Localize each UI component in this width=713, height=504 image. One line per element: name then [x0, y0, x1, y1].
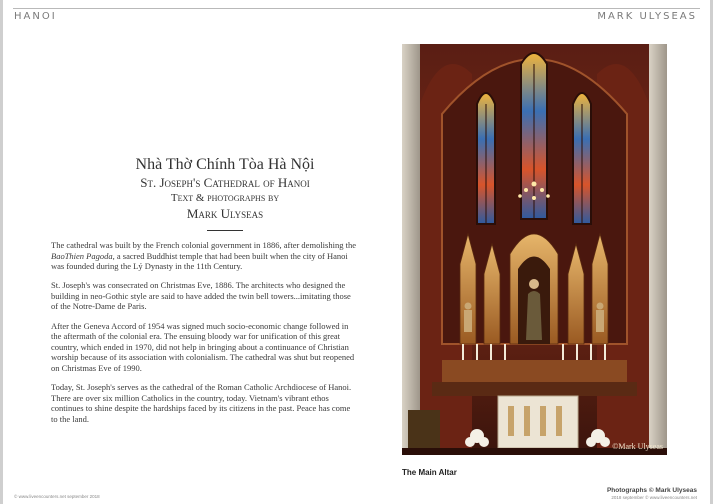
- altar-illustration: [402, 44, 667, 455]
- paragraph-3: After the Geneva Accord of 1954 was signed much socio-economic change followed in the aftermath of the colonial era. The ensuing bloody war for unification of this great country, which ended in 1970, did not help in bringing about a continuance of Christian worship because of its association with colonialism. The cathedral was shut but reopened on Christmas Eve of 1990.: [51, 320, 355, 373]
- paragraph-1-text-b: , a sacred Buddhist temple that had been built when the city of Hanoi was founded during the Lý Dynasty in the 11th Century.: [51, 250, 348, 272]
- header-rule: [13, 8, 700, 9]
- header-section-title: HANOI: [14, 11, 57, 22]
- paragraph-2: St. Joseph's was consecrated on Christmas Eve, 1886. The architects who designed the building in neo-Gothic style are said to have added the twin bell towers...imitating those of the Notre-Dame de Paris.: [51, 280, 351, 312]
- article-body: [51, 240, 359, 433]
- footer-copyright-left: © www.liveencounters.net september 2018: [14, 494, 100, 499]
- photo-watermark: ©Mark Ulyseas: [612, 442, 663, 451]
- photo-caption: The Main Altar: [402, 468, 457, 477]
- paragraph-1-emphasis: BaoThien Pagoda: [51, 250, 113, 261]
- header-author-name: MARK ULYSEAS: [597, 11, 697, 22]
- footer-photo-credit: Photographs © Mark Ulyseas: [606, 487, 697, 494]
- page-edge-left: [0, 0, 3, 504]
- footer-copyright-right: 2018 september © www.liveencounters.net: [611, 495, 697, 500]
- left-pillar: [402, 44, 420, 455]
- title-author: Mark Ulyseas: [186, 206, 264, 221]
- title-english: St. Joseph's Cathedral of Hanoi: [140, 175, 310, 190]
- altar-table: [498, 396, 578, 448]
- paragraph-1: [51, 240, 359, 272]
- article-title-block: [75, 156, 375, 231]
- right-pillar: [649, 44, 667, 455]
- title-credit: Text & photographs by: [170, 192, 280, 204]
- paragraph-4: Today, St. Joseph's serves as the cathedral of the Roman Catholic Archdiocese of Hanoi. There are over six million Catholics in the country, today. Vietnam's vibrant ethos continues to shine despite the hardships faced by its citizens in the past. Peace has come to the land.: [51, 382, 352, 424]
- altar-photo: [402, 44, 667, 455]
- paragraph-1-text-a: The cathedral was built by the French colonial government in 1886, after demolishing the: [51, 240, 356, 250]
- title-divider: [207, 230, 243, 231]
- title-vietnamese: Nhà Thờ Chính Tòa Hà Nội: [135, 156, 315, 173]
